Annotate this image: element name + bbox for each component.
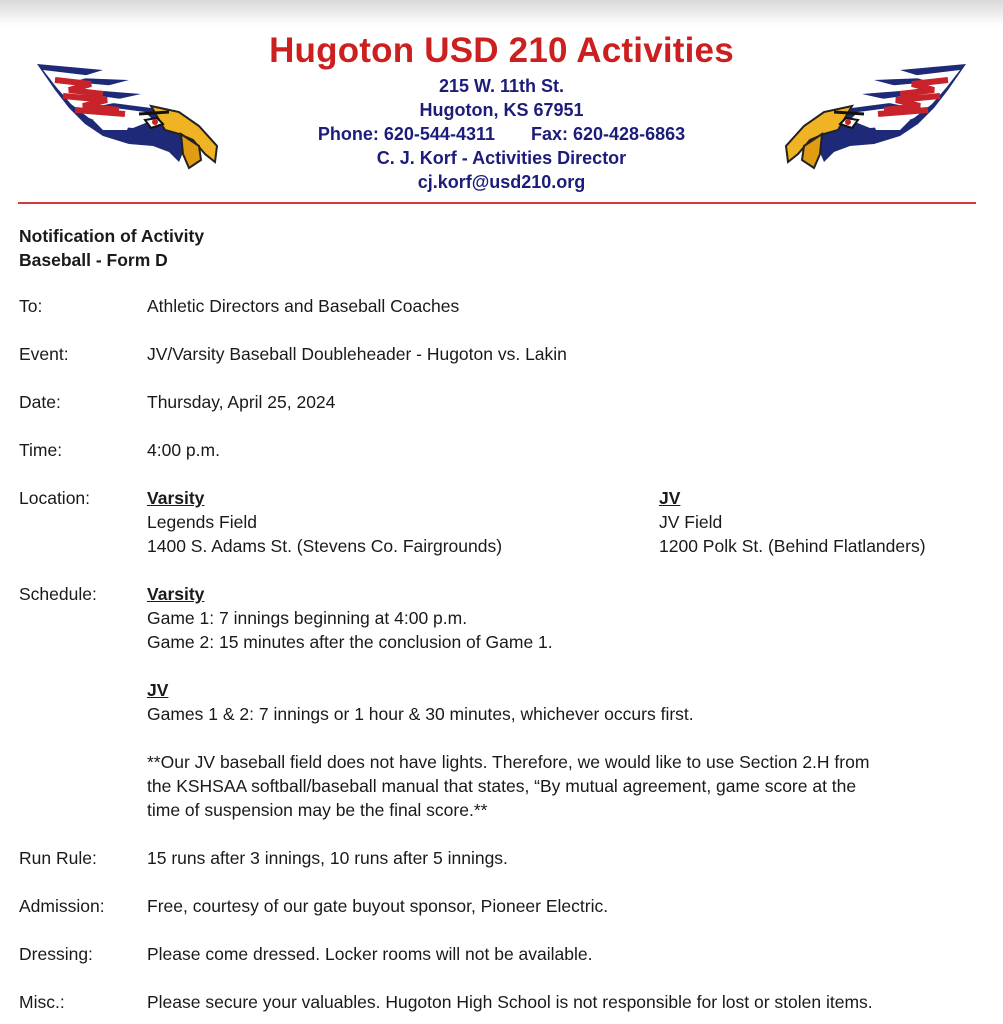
director-line: C. J. Korf - Activities Director [376,148,627,168]
location-row [19,486,984,560]
form-heading [19,224,204,272]
address-line-1: 215 W. 11th St. [438,76,565,96]
to-value: Athletic Directors and Baseball Coaches [147,296,460,316]
location-label: Location: [19,488,91,508]
schedule-details [147,582,977,822]
fax-number: Fax: 620-428-6863 [531,124,686,144]
schedule-varsity-heading: Varsity [147,584,205,604]
run-rule-label: Run Rule: [19,848,97,868]
schedule-varsity-game2: Game 2: 15 minutes after the conclusion of Game 1. [147,632,553,652]
location-jv-address: 1200 Polk St. (Behind Flatlanders) [659,536,926,556]
location-jv [659,486,926,558]
location-varsity-field: Legends Field [147,512,257,532]
date-label: Date: [19,392,61,412]
dressing-value: Please come dressed. Locker rooms will not be available. [147,944,593,964]
location-varsity-heading: Varsity [147,488,205,508]
misc-value: Please secure your valuables. Hugoton High School is not responsible for lost or stolen items. [147,992,873,1012]
time-value: 4:00 p.m. [147,440,220,460]
form-subtitle: Baseball - Form D [19,250,168,270]
schedule-note-line-1: **Our JV baseball field does not have lights. Therefore, we would like to use Section 2.H from [147,752,870,772]
dressing-label: Dressing: [19,944,93,964]
schedule-label: Schedule: [19,584,97,604]
date-value: Thursday, April 25, 2024 [147,392,336,412]
email-address[interactable]: cj.korf@usd210.org [417,172,586,192]
schedule-note-line-2: the KSHSAA softball/baseball manual that states, “By mutual agreement, game score at the [147,776,857,796]
location-jv-heading: JV [659,488,681,508]
admission-value: Free, courtesy of our gate buyout sponsor, Pioneer Electric. [147,896,609,916]
schedule-note-line-3: time of suspension may be the final score.** [147,800,488,820]
schedule-jv-games: Games 1 & 2: 7 innings or 1 hour & 30 minutes, whichever occurs first. [147,704,694,724]
header-divider [18,202,976,204]
schedule-varsity-game1: Game 1: 7 innings beginning at 4:00 p.m. [147,608,468,628]
org-title: Hugoton USD 210 Activities [269,31,734,70]
event-value: JV/Varsity Baseball Doubleheader - Hugoton vs. Lakin [147,344,567,364]
contact-line [0,122,1003,146]
letterhead [0,28,1003,194]
schedule-jv-heading: JV [147,680,169,700]
event-label: Event: [19,344,69,364]
top-shadow [0,0,1003,26]
schedule-row [19,582,984,822]
time-label: Time: [19,440,63,460]
to-label: To: [19,296,43,316]
misc-label: Misc.: [19,992,65,1012]
location-jv-field: JV Field [659,512,723,532]
admission-label: Admission: [19,896,105,916]
form-title: Notification of Activity [19,226,205,246]
address-line-2: Hugoton, KS 67951 [419,100,584,120]
phone-number: Phone: 620-544-4311 [317,124,495,144]
run-rule-value: 15 runs after 3 innings, 10 runs after 5 innings. [147,848,508,868]
location-varsity-address: 1400 S. Adams St. (Stevens Co. Fairgrounds) [147,536,503,556]
